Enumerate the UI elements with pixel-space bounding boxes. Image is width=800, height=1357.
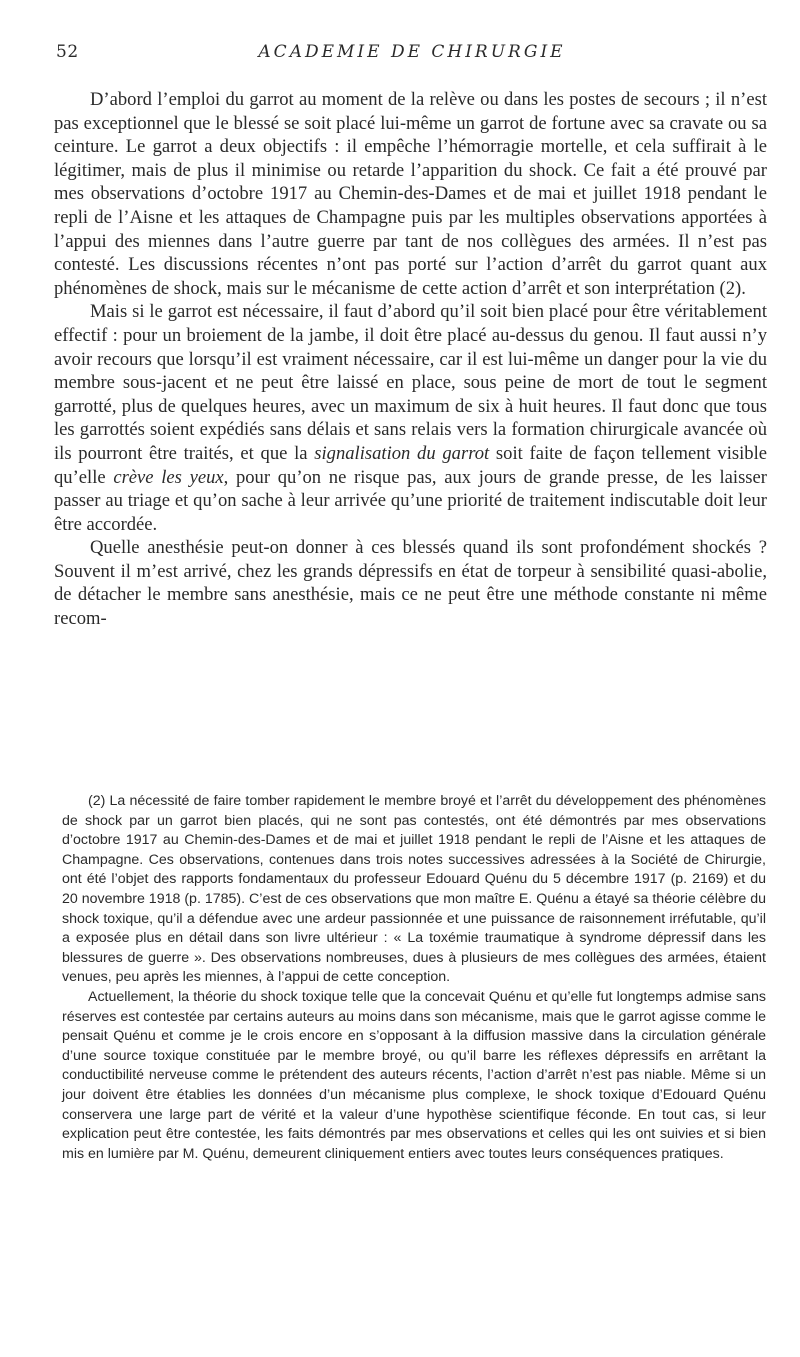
paragraph-anesthesie: Quelle anesthésie peut-on donner à ces blessés quand ils sont profondément shockés ? Souvent il m’est arrivé, chez les grands dépressifs en état de torpeur à sensibilité quasi-abolie, de détacher le membre sans anesthésie, mais ce ne peut être une méthode constante ni même recom- — [54, 537, 767, 630]
paragraph-text: soit faite de façon tellement visible qu’elle — [54, 442, 767, 488]
paragraph-garrot-necessaire — [54, 300, 767, 536]
italic-phrase: crève les yeux — [113, 466, 224, 488]
italic-phrase: signalisation du garrot — [314, 442, 490, 464]
page-header — [56, 42, 768, 70]
running-title: ACADEMIE DE CHIRURGIE — [258, 42, 566, 62]
footnote-2: (2) La nécessité de faire tomber rapidement le membre broyé et l’arrêt du développement des phénomènes de shock par un garrot bien placés, qui ne sont pas contestés, ont été démontrés par mes observations d’octobre 1917 au Chemin-des-Dames et de mai et juillet 1918 pendant le repli de l’Aisne et les attaques de Champagne. Ces observations, contenues dans trois notes successives adressées à la Société de Chirurgie, ont été l’objet des rapports fondamentaux du professeur Edouard Quénu du 5 décembre 1917 (p. 2169) et du 20 novembre 1918 (p. 1785). C’est de ces observations que mon maître E. Quénu a étayé sa théorie célèbre du shock toxique, qu’il a défendue avec une ardeur passionnée et une puissance de raisonnement irréfutable, qu’il a exposée plus en détail dans son livre ultérieur : « La toxémie traumatique à syndrome dépressif dans les blessures de guerre ». Des observations nombreuses, dues à plusieurs de mes collègues des armées, étaient venues, peu après les miennes, à l’appui de cette conception. — [62, 793, 766, 986]
paragraph-garrot-emploi: D’abord l’emploi du garrot au moment de la relève ou dans les postes de secours ; il n’est pas exceptionnel que le blessé se soit placé lui-même un garrot de fortune avec sa cravate ou sa ceinture. Le garrot a deux objectifs : il empêche l’hémorragie mortelle, et cela suffirait à le légitimer, mais de plus il minimise ou retarde l’apparition du shock. Ce fait a été prouvé par mes observations d’octobre 1917 au Chemin-des-Dames et de mai et juillet 1918 pendant le repli de l’Aisne et les attaques de Champagne puis par les multiples observations apportées à l’appui des miennes dans l’autre guerre par tant de nos collègues des armées. Il n’est pas contesté. Les discussions récentes n’ont pas porté sur l’action d’arrêt du garrot quant aux phénomènes de shock, mais sur le mécanisme de cette action d’arrêt et son interprétation (2). — [54, 89, 767, 299]
main-text — [54, 88, 767, 631]
paragraph-text: , pour qu’on ne risque pas, aux jours de grande presse, de les laisser passer au triage et qu’on sache à leur arrivée qu’une priorité de traitement indiscutable doit leur être accordée. — [54, 466, 767, 535]
footnotes — [62, 792, 766, 1164]
page-number: 52 — [56, 42, 79, 62]
paragraph-text: Mais si le garrot est nécessaire, il faut d’abord qu’il soit bien placé pour être véritablement effectif : pour un broiement de la jambe, il doit être placé au-dessus du genou. Il faut aussi n’y avoir recours que lorsqu’il est vraiment nécessaire, car il est lui-même un danger pour la vie du membre sous-jacent et ne peut être laissé en place, sous peine de mort de tout le segment garrotté, plus de quelques heures, avec un maximum de six à huit heures. Il faut donc que tous les garrottés soient expédiés sans délais et sans relais vers la formation chirurgicale avancée où ils pourront être traités, et que la — [54, 301, 767, 464]
footnote-2-continued: Actuellement, la théorie du shock toxique telle que la concevait Quénu et qu’elle fut longtemps admise sans réserves est contestée par certains auteurs au moins dans son mécanisme, mais que le garrot agisse comme le pensait Quénu et comme je le crois encore en s’opposant à la diffusion massive dans la circulation générale d’une source toxique constituée par le membre broyé, ou qu’il barre les réflexes dépressifs en arrêtant la conductibilité nerveuse comme le prétendent des auteurs récents, l’action d’arrêt n’est pas niable. Même si un jour doivent être établies les données d’un mécanisme plus complexe, le shock toxique d’Edouard Quénu conservera une large part de vérité et la valeur d’une hypothèse scientifique féconde. En tout cas, si leur explication peut être contestée, les faits démontrés par mes observations et celles qui les ont suivies et si bien mis en lumière par M. Quénu, demeurent cliniquement entiers avec toutes leurs conséquences pratiques. — [62, 988, 766, 1162]
